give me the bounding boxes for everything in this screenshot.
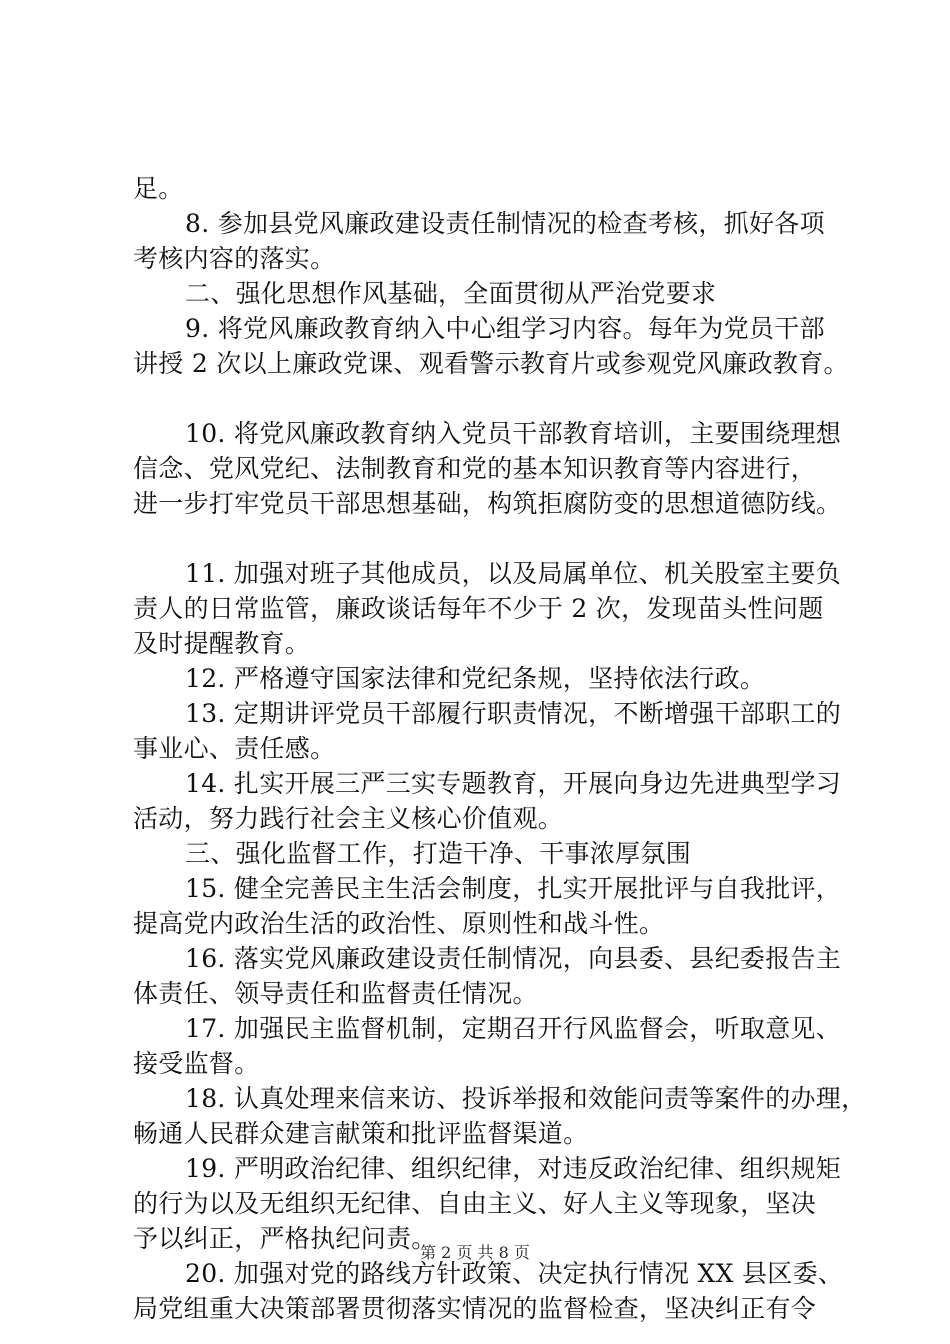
text-line: 考核内容的落实。 (133, 244, 336, 273)
text-line: 接受监督。 (133, 1049, 260, 1078)
text-line: 讲授 2 次以上廉政党课、观看警示教育片或参观党风廉政教育。 (133, 349, 849, 378)
paragraph-gap (133, 381, 833, 416)
section-heading-3: 三、强化监督工作，打造干净、干事浓厚氛围 (185, 839, 692, 868)
item-10-line: 10. 将党风廉政教育纳入党员干部教育培训，主要围绕理想 (185, 419, 842, 448)
item-14-line: 14. 扎实开展三严三实专题教育，开展向身边先进典型学习 (185, 769, 842, 798)
item-19-line: 19. 严明政治纪律、组织纪律，对违反政治纪律、组织规矩 (185, 1154, 842, 1183)
text-line: 提高党内政治生活的政治性、原则性和战斗性。 (133, 909, 665, 938)
text-line: 活动，努力践行社会主义核心价值观。 (133, 804, 564, 833)
text-line: 体责任、领导责任和监督责任情况。 (133, 979, 538, 1008)
text-line: 的行为以及无组织无纪律、自由主义、好人主义等现象，坚决 (133, 1189, 817, 1218)
paragraph-gap (133, 521, 833, 556)
text-line: 信念、党风党纪、法制教育和党的基本知识教育等内容进行， (133, 454, 817, 483)
item-11-line: 11. 加强对班子其他成员，以及局属单位、机关股室主要负 (185, 559, 842, 588)
item-16-line: 16. 落实党风廉政建设责任制情况，向县委、县纪委报告主 (185, 944, 842, 973)
text-line: 畅通人民群众建言献策和批评监督渠道。 (133, 1119, 589, 1148)
item-18-line: 18. 认真处理来信来访、投诉举报和效能问责等案件的办理， (185, 1084, 867, 1113)
item-12-line: 12. 严格遵守国家法律和党纪条规，坚持依法行政。 (185, 664, 766, 693)
item-20-line: 20. 加强对党的路线方针政策、决定执行情况 XX 县区委、 (185, 1259, 844, 1288)
text-line: 足。 (133, 174, 184, 203)
item-17-line: 17. 加强民主监督机制，定期召开行风监督会，听取意见、 (185, 1014, 842, 1043)
item-8-line: 8. 参加县党风廉政建设责任制情况的检查考核，抓好各项 (185, 209, 825, 238)
text-line: 责人的日常监管，廉政谈话每年不少于 2 次，发现苗头性问题 (133, 594, 824, 623)
item-13-line: 13. 定期讲评党员干部履行职责情况，不断增强干部职工的 (185, 699, 842, 728)
document-body (133, 171, 867, 1326)
item-15-line: 15. 健全完善民主生活会制度，扎实开展批评与自我批评， (185, 874, 842, 903)
text-line: 进一步打牢党员干部思想基础，构筑拒腐防变的思想道德防线。 (133, 489, 842, 518)
section-heading-2: 二、强化思想作风基础，全面贯彻从严治党要求 (185, 279, 717, 308)
text-line: 及时提醒教育。 (133, 629, 311, 658)
page-footer: 第 2 页 共 8 页 (420, 1243, 530, 1262)
text-line: 局党组重大决策部署贯彻落实情况的监督检查，坚决纠正有令 (133, 1294, 817, 1323)
text-line: 予以纠正，严格执纪问责。 (133, 1224, 437, 1253)
item-9-line: 9. 将党风廉政教育纳入中心组学习内容。每年为党员干部 (185, 314, 825, 343)
text-line: 事业心、责任感。 (133, 734, 336, 763)
